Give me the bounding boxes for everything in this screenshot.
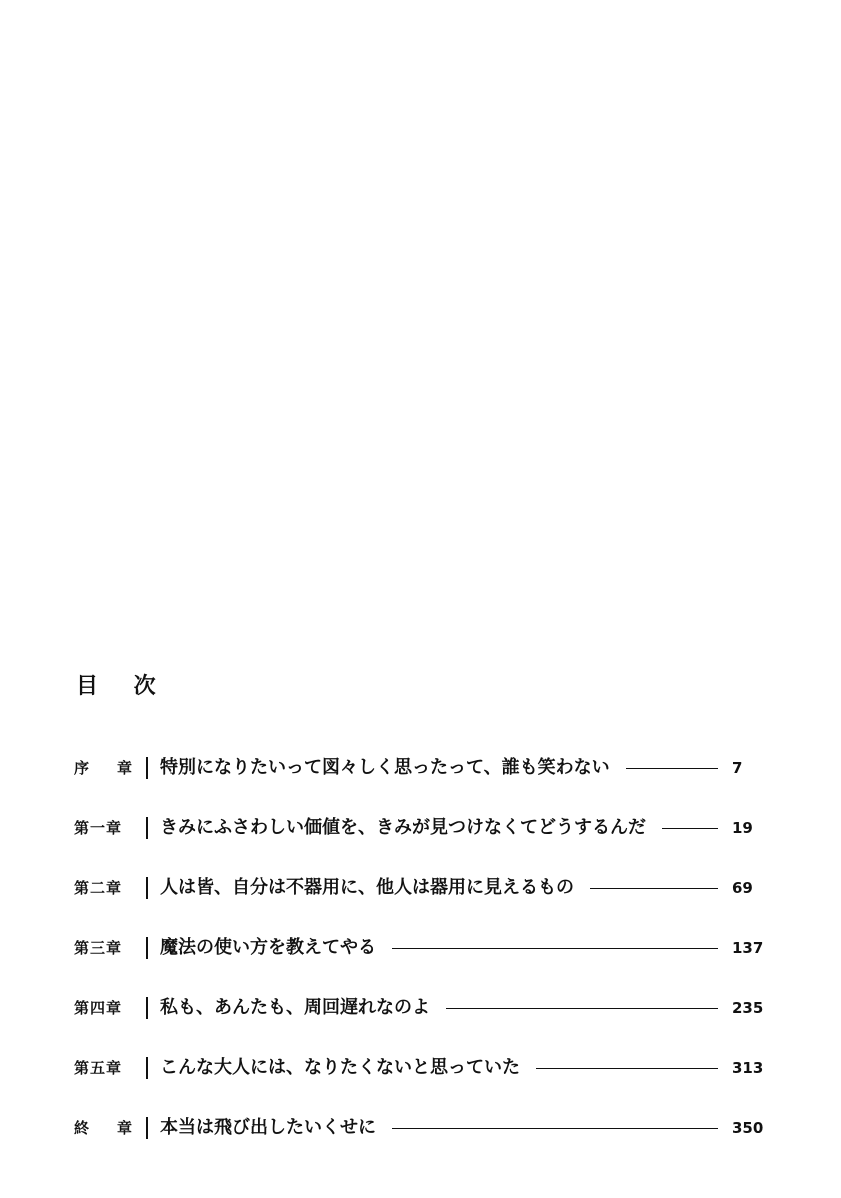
chapter-title: 本当は飛び出したいくせに [160,1117,376,1138]
chapter-label-part: 終 [74,1119,90,1137]
chapter-label [74,750,132,786]
page-number: 313 [732,1059,764,1077]
divider [146,997,148,1019]
chapter-title: 特別になりたいって図々しく思ったって、誰も笑わない [160,757,610,778]
divider [146,877,148,899]
chapter-label [74,1110,132,1146]
page-number: 235 [732,999,764,1017]
divider [146,937,148,959]
page-number: 7 [732,759,743,777]
chapter-label-part: 序 [74,759,90,777]
toc-entry-chapter-2[interactable] [74,858,774,918]
toc-heading: 目 次 [76,673,170,699]
chapter-title: 魔法の使い方を教えてやる [160,937,376,958]
page-number: 69 [732,879,753,897]
leader-line [590,888,718,889]
toc-entry-chapter-3[interactable] [74,918,774,978]
leader-line [536,1068,718,1069]
table-of-contents [74,738,774,1158]
toc-entry-chapter-5[interactable] [74,1038,774,1098]
page-number: 350 [732,1119,764,1137]
toc-entry-prologue[interactable] [74,738,774,798]
toc-entry-chapter-1[interactable] [74,798,774,858]
chapter-title: こんな大人には、なりたくないと思っていた [160,1057,520,1078]
divider [146,1117,148,1139]
chapter-label: 第五章 [74,1059,123,1077]
toc-entry-chapter-4[interactable] [74,978,774,1038]
leader-line [446,1008,718,1009]
chapter-label: 第四章 [74,999,123,1017]
chapter-title: 私も、あんたも、周回遅れなのよ [160,997,430,1018]
chapter-label: 第一章 [74,819,123,837]
chapter-title: きみにふさわしい価値を、きみが見つけなくてどうするんだ [160,817,646,838]
leader-line [392,948,718,949]
page-number: 19 [732,819,753,837]
leader-line [662,828,718,829]
leader-line [626,768,718,769]
divider [146,757,148,779]
chapter-label-part: 章 [116,1119,132,1137]
toc-entry-epilogue[interactable] [74,1098,774,1158]
page-number: 137 [732,939,764,957]
divider [146,1057,148,1079]
chapter-label-part: 章 [116,759,132,777]
chapter-title: 人は皆、自分は不器用に、他人は器用に見えるもの [160,877,574,898]
divider [146,817,148,839]
chapter-label: 第三章 [74,939,123,957]
leader-line [392,1128,718,1129]
chapter-label: 第二章 [74,879,123,897]
